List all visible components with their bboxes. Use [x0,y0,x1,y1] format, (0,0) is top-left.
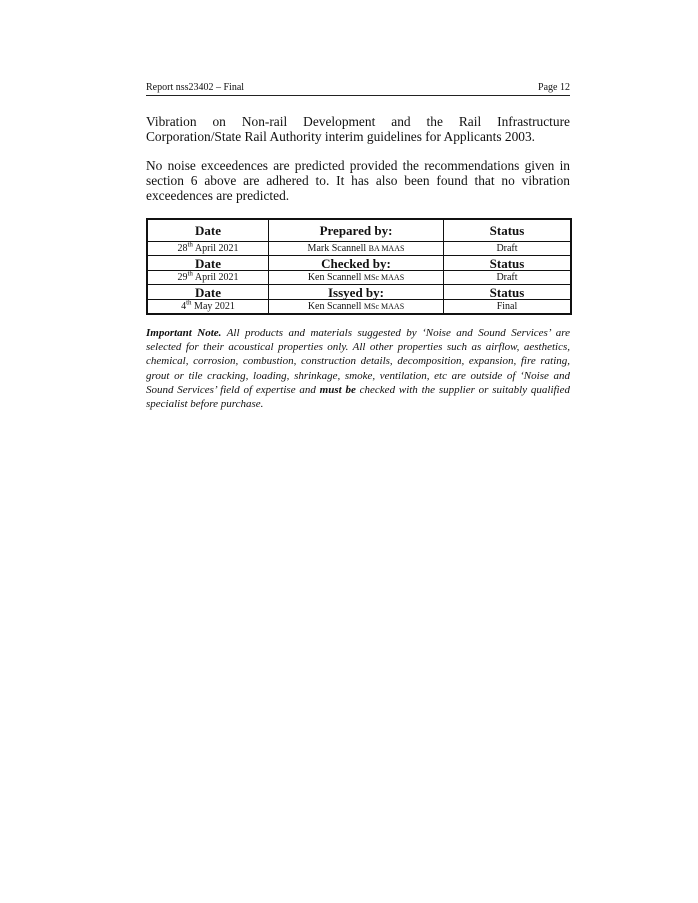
header-issued-by: Issyed by: [269,285,444,300]
status-cell: Draft [444,271,572,285]
header-date: Date [147,256,269,271]
paragraph-guidelines: Vibration on Non-rail Development and the Rail Infrastructure Corporation/State Rail Authority interim guidelines for Applicants 2003. [146,114,570,144]
report-id: Report nss23402 – Final [146,82,245,93]
note-emphasis: must be [319,383,356,396]
header-status: Status [444,219,572,242]
header-prepared-by: Prepared by: [269,219,444,242]
table-header-row [147,219,571,242]
important-note: Important Note. All products and materials suggested by ‘Noise and Sound Services’ are selected for their acoustical properties only. All other properties such as airflow, aesthetics, chemical, corrosion, combustion, construction details, decomposition, expansion, fire rating, grout or tile cracking, loading, shrinkage, smoke, ventilation, etc are outside of ‘Noise and Sound Services’ field of expertise and must be checked with the supplier or suitably qualified specialist before purchase. [146,327,570,411]
header-status: Status [444,285,572,300]
table-header-row [147,256,571,271]
table-header-row [147,285,571,300]
status-cell: Final [444,300,572,315]
header-date: Date [147,219,269,242]
date-cell: 4th May 2021 [147,300,269,315]
paragraph-exceedences: No noise exceedences are predicted provided the recommendations given in section 6 above are adhered to. It has also been found that no vibration exceedences are predicted. [146,158,570,203]
table-row [147,271,571,285]
page-number: Page 12 [538,82,570,93]
table-row [147,300,571,315]
name-cell: Ken Scannell MSc MAAS [269,271,444,285]
sign-off-table [146,218,572,315]
date-cell: 29th April 2021 [147,271,269,285]
table-row [147,242,571,256]
name-cell: Ken Scannell MSc MAAS [269,300,444,315]
header-date: Date [147,285,269,300]
name-cell: Mark Scannell BA MAAS [269,242,444,256]
status-cell: Draft [444,242,572,256]
page-header [146,82,570,96]
note-label: Important Note. [146,327,222,339]
header-checked-by: Checked by: [269,256,444,271]
header-status: Status [444,256,572,271]
date-cell: 28th April 2021 [147,242,269,256]
